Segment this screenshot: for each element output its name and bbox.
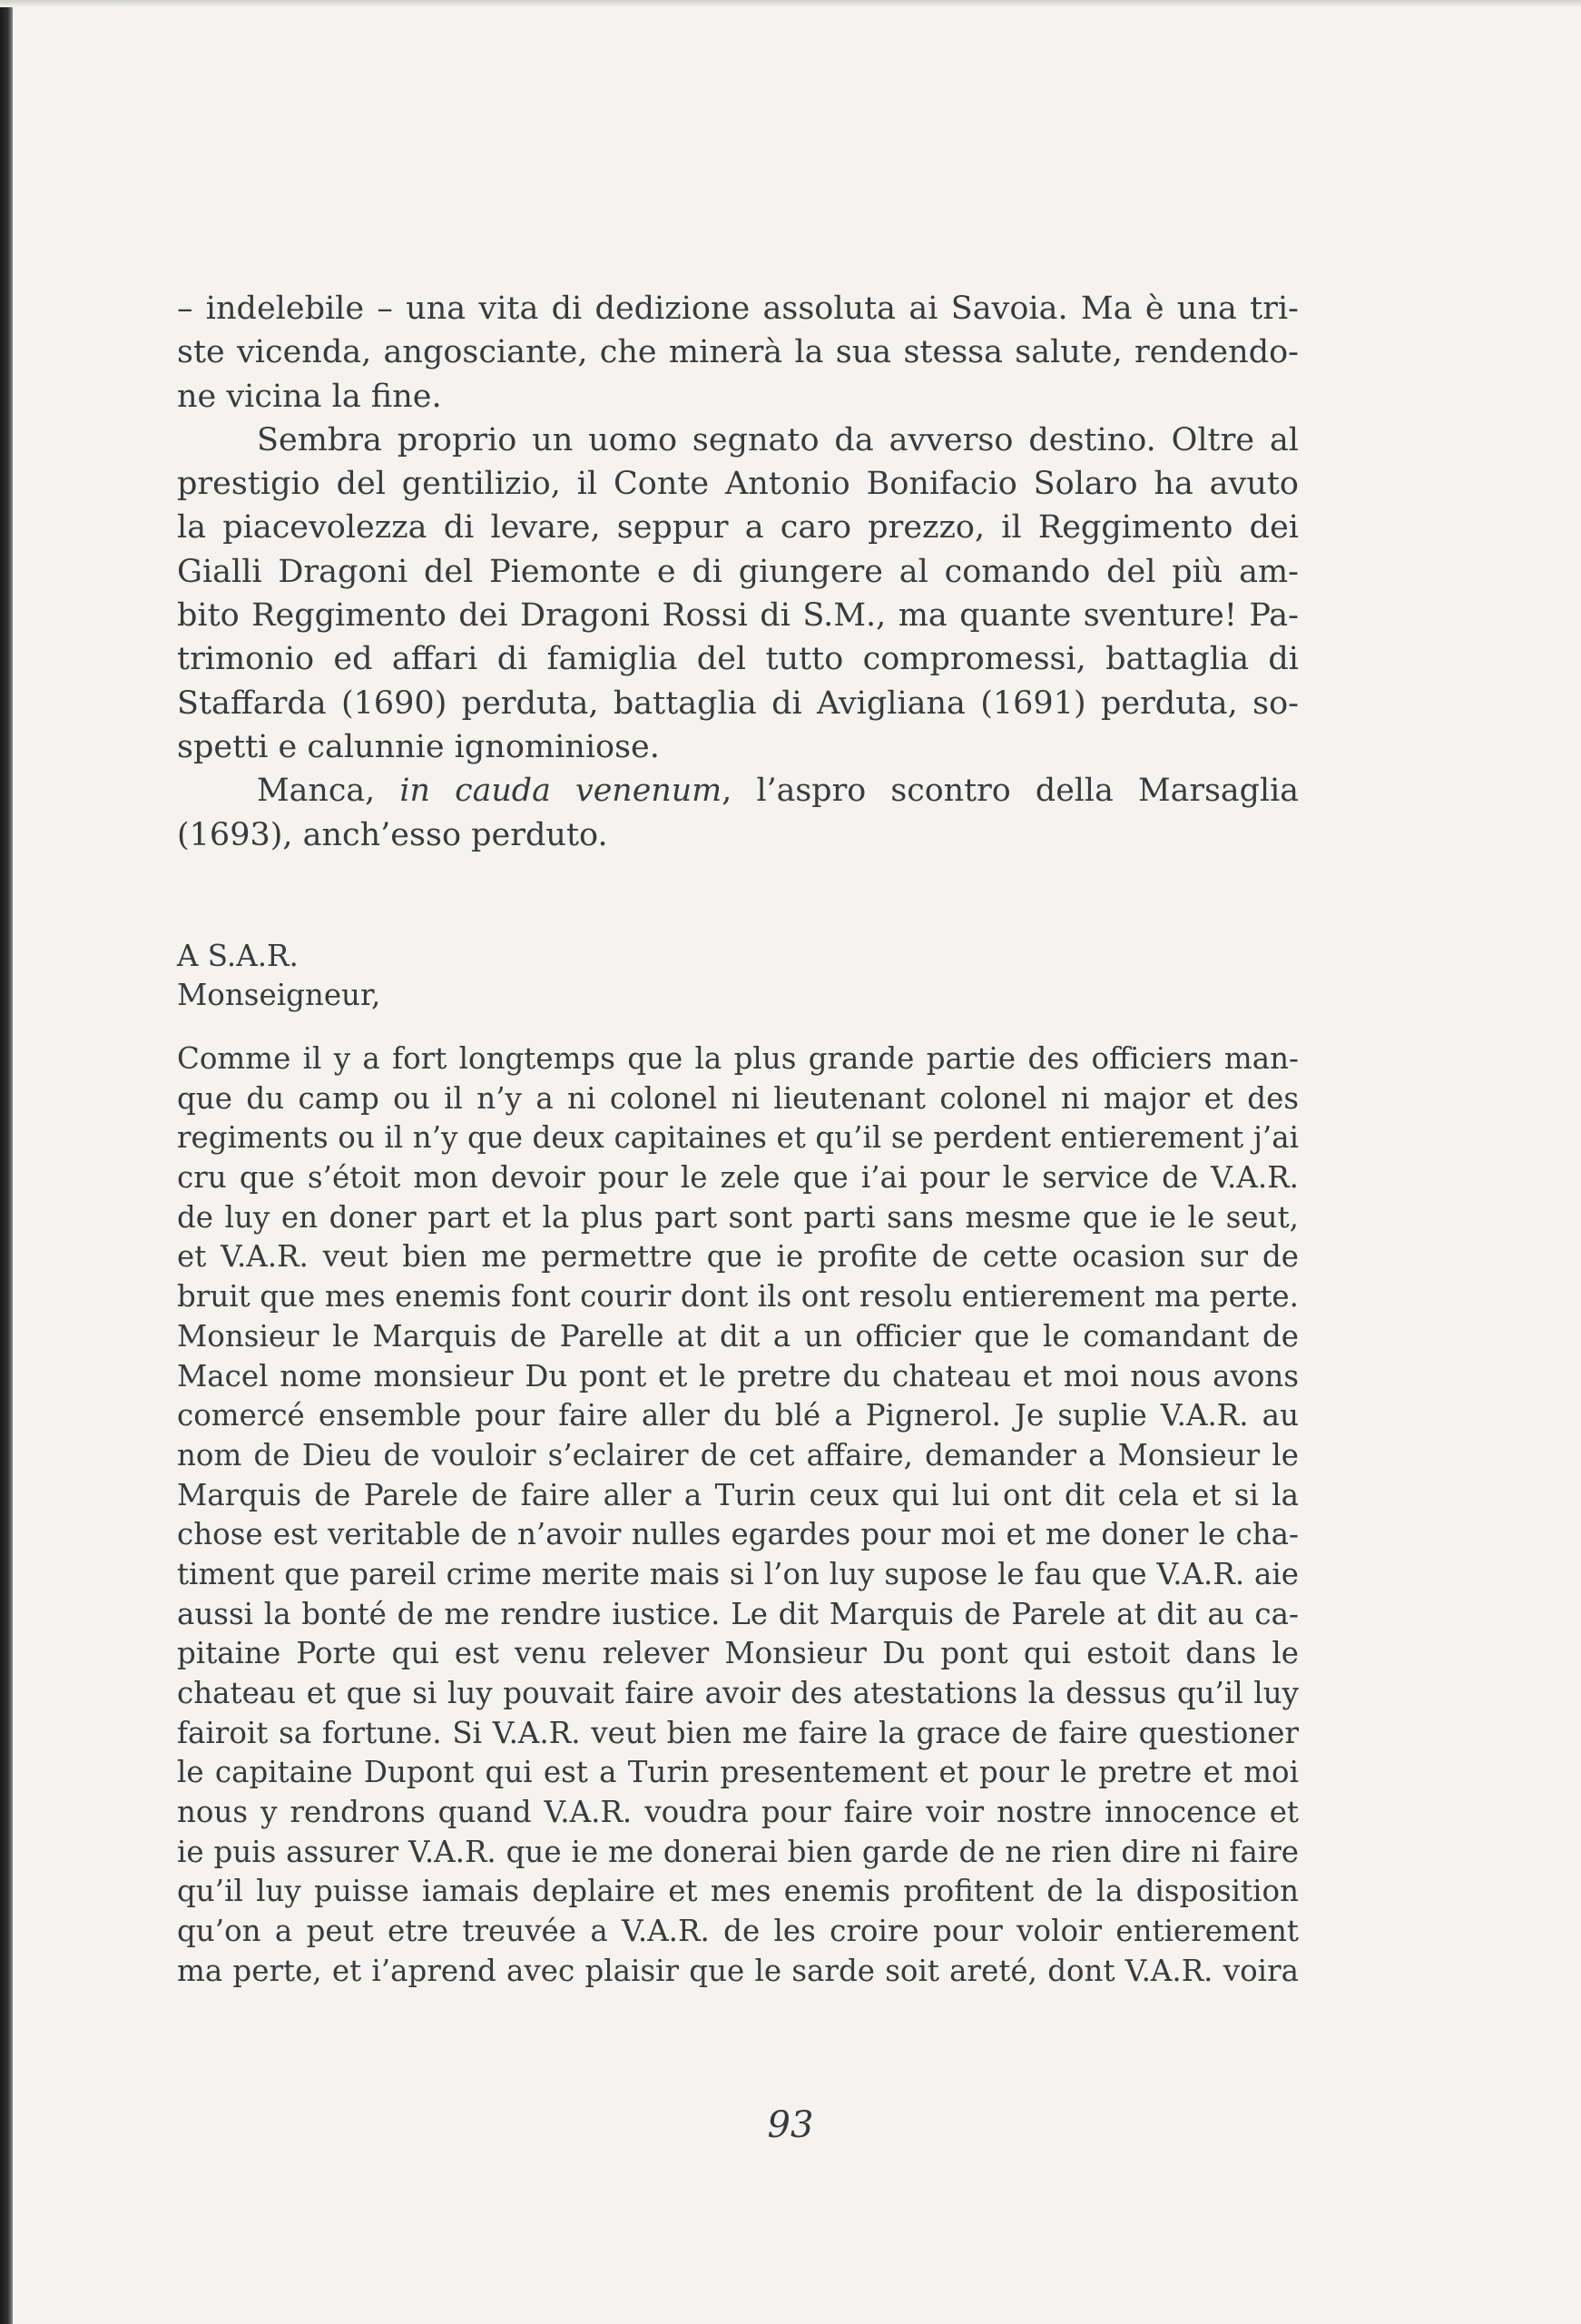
intro-line: ne vicina la fine. — [177, 378, 442, 415]
letter-line: chose est veritable de n’avoir nulles egardes pour moi et me doner le cha- — [177, 1517, 1299, 1552]
page-number: 93 — [767, 2104, 814, 2146]
letter-line: Macel nome monsieur Du pont et le pretre du chateau et moi nous avons — [177, 1358, 1299, 1393]
letter-line: timent que pareil crime merite mais si l’on luy supose le fau que V.A.R. aie — [177, 1556, 1299, 1591]
latin-phrase: in cauda venenum — [399, 773, 722, 810]
intro-line: Sembra proprio un uomo segnato da avverso destino. Oltre al — [257, 421, 1299, 458]
letter-line: qu’on a peut etre treuvée a V.A.R. de les croire pour voloir entierement — [177, 1914, 1299, 1949]
letter-line: qu’il luy puisse iamais deplaire et mes enemis profitent de la disposition — [177, 1874, 1299, 1909]
letter-line: nous y rendrons quand V.A.R. voudra pour faire voir nostre innocence et — [177, 1795, 1299, 1830]
scan-binding-edge — [0, 0, 13, 2324]
intro-line: ste vicenda, angosciante, che minerà la sua stessa salute, rendendo- — [177, 334, 1299, 371]
letter-line: regiments ou il n’y que deux capitaines et qu’il se perdent entierement j’ai — [177, 1120, 1299, 1156]
intro-line: Staffarda (1690) perduta, battaglia di Avigliana (1691) perduta, so- — [177, 684, 1299, 722]
intro-line: Gialli Dragoni del Piemonte e di giungere al comando del più am- — [177, 553, 1299, 590]
letter-line: chateau et que si luy pouvait faire avoir des atestations la dessus qu’il luy — [177, 1676, 1299, 1710]
intro-paragraphs — [177, 287, 1299, 857]
letter-salutation: Monseigneur, — [177, 978, 381, 1012]
letter-line: ma perte, et i’aprend avec plaisir que le sarde soit areté, dont V.A.R. voira — [177, 1953, 1299, 1988]
letter-address: A S.A.R. — [177, 939, 299, 973]
intro-line: bito Reggimento dei Dragoni Rossi di S.M., ma quante sventure! Pa- — [177, 597, 1299, 635]
manca-line — [177, 769, 1299, 812]
intro-line: la piacevolezza di levare, seppur a caro prezzo, il Reggimento dei — [177, 509, 1299, 547]
letter-line: de luy en doner part et la plus part sont parti sans mesme que ie le seut, — [177, 1199, 1299, 1235]
intro-line: – indelebile – una vita di dedizione assoluta ai Savoia. Ma è una tri- — [177, 290, 1299, 327]
letter-body — [177, 1039, 1299, 1992]
intro-line: trimonio ed affari di famiglia del tutto compromessi, battaglia di — [177, 641, 1299, 678]
letter-line: Marquis de Parele de faire aller a Turin ceux qui lui ont dit cela et si la — [177, 1477, 1299, 1512]
letter-line: ie puis assurer V.A.R. que ie me donerai bien garde de ne rien dire ni faire — [177, 1834, 1299, 1869]
letter-line: bruit que mes enemis font courir dont ils ont resolu entierement ma perte. — [177, 1279, 1299, 1315]
manca-suffix: , l’aspro scontro della Marsaglia — [722, 773, 1299, 810]
letter-line: fairoit sa fortune. Si V.A.R. veut bien me faire la grace de faire questioner — [177, 1715, 1299, 1750]
letter-line: et V.A.R. veut bien me permettre que ie profite de cette ocasion sur de — [177, 1239, 1299, 1275]
letter-line: nom de Dieu de vouloir s’eclairer de cet affaire, demander a Monsieur le — [177, 1437, 1299, 1472]
scan-top-edge — [0, 0, 1581, 7]
letter-line: aussi la bonté de me rendre iustice. Le dit Marquis de Parele at dit au ca- — [177, 1596, 1299, 1631]
letter-line: comercé ensemble pour faire aller du blé a Pignerol. Je suplie V.A.R. au — [177, 1398, 1299, 1433]
manca-prefix: Manca, — [257, 773, 400, 810]
letter-line: Comme il y a fort longtemps que la plus grande partie des officiers man- — [177, 1041, 1299, 1076]
letter-line: que du camp ou il n’y a ni colonel ni lieutenant colonel ni major et des — [177, 1080, 1299, 1116]
letter-line: pitaine Porte qui est venu relever Monsieur Du pont qui estoit dans le — [177, 1636, 1299, 1671]
intro-line: prestigio del gentilizio, il Conte Antonio Bonifacio Solaro ha avuto — [177, 466, 1299, 503]
intro-line: (1693), anch’esso perduto. — [177, 816, 608, 853]
letter-line: le capitaine Dupont qui est a Turin presentement et pour le pretre et moi — [177, 1755, 1299, 1790]
intro-line: spetti e calunnie ignominiose. — [177, 728, 660, 765]
letter-line: cru que s’étoit mon devoir pour le zele que i’ai pour le service de V.A.R. — [177, 1160, 1299, 1196]
letter-line: Monsieur le Marquis de Parelle at dit a un officier que le comandant de — [177, 1318, 1299, 1354]
